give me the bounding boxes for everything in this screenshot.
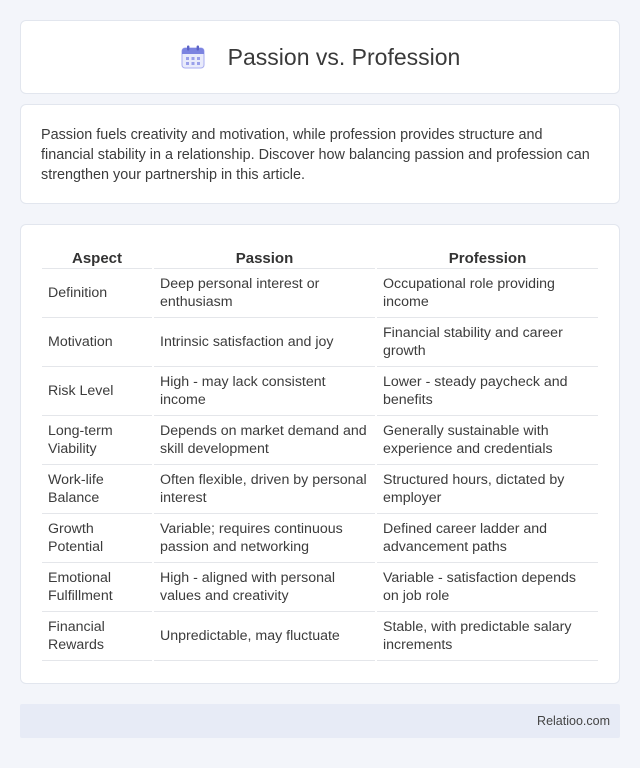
profession-cell: Generally sustainable with experience and credentials [377, 416, 598, 465]
aspect-cell: Growth Potential [42, 514, 152, 563]
aspect-cell: Work-life Balance [42, 465, 152, 514]
table-row [42, 367, 598, 416]
profession-cell: Structured hours, dictated by employer [377, 465, 598, 514]
profession-cell: Financial stability and career growth [377, 318, 598, 367]
page-title: Passion vs. Profession [227, 43, 461, 70]
intro-text: Passion fuels creativity and motivation, while profession provides structure and financial stability in a relationship. Discover how balancing passion and profession can strengthen your partnership in this article. [41, 127, 590, 183]
passion-cell: High - aligned with personal values and creativity [154, 563, 375, 612]
header-aspect: Aspect [42, 243, 152, 269]
passion-cell: Deep personal interest or enthusiasm [154, 269, 375, 318]
passion-cell: High - may lack consistent income [154, 367, 375, 416]
table-row [42, 563, 598, 612]
aspect-cell: Long-term Viability [42, 416, 152, 465]
header-profession: Profession [377, 243, 598, 269]
footer [20, 704, 620, 738]
profession-cell: Stable, with predictable salary increments [377, 612, 598, 661]
comparison-table-card [20, 224, 620, 684]
aspect-cell: Emotional Fulfillment [42, 563, 152, 612]
passion-cell: Intrinsic satisfaction and joy [154, 318, 375, 367]
passion-cell: Unpredictable, may fluctuate [154, 612, 375, 661]
calendar-icon [180, 44, 206, 70]
table-header-row [42, 243, 598, 269]
profession-cell: Occupational role providing income [377, 269, 598, 318]
aspect-cell: Definition [42, 269, 152, 318]
header-passion: Passion [154, 243, 375, 269]
table-row [42, 416, 598, 465]
comparison-table [40, 243, 600, 661]
passion-cell: Depends on market demand and skill development [154, 416, 375, 465]
passion-cell: Often flexible, driven by personal interest [154, 465, 375, 514]
profession-cell: Defined career ladder and advancement paths [377, 514, 598, 563]
profession-cell: Variable - satisfaction depends on job role [377, 563, 598, 612]
table-row [42, 318, 598, 367]
table-row [42, 514, 598, 563]
footer-site-link[interactable]: Relatioo.com [537, 714, 610, 728]
passion-cell: Variable; requires continuous passion and networking [154, 514, 375, 563]
intro-card [20, 104, 620, 204]
title-card [20, 20, 620, 94]
table-row [42, 612, 598, 661]
table-row [42, 465, 598, 514]
aspect-cell: Risk Level [42, 367, 152, 416]
aspect-cell: Financial Rewards [42, 612, 152, 661]
aspect-cell: Motivation [42, 318, 152, 367]
profession-cell: Lower - steady paycheck and benefits [377, 367, 598, 416]
table-row [42, 269, 598, 318]
